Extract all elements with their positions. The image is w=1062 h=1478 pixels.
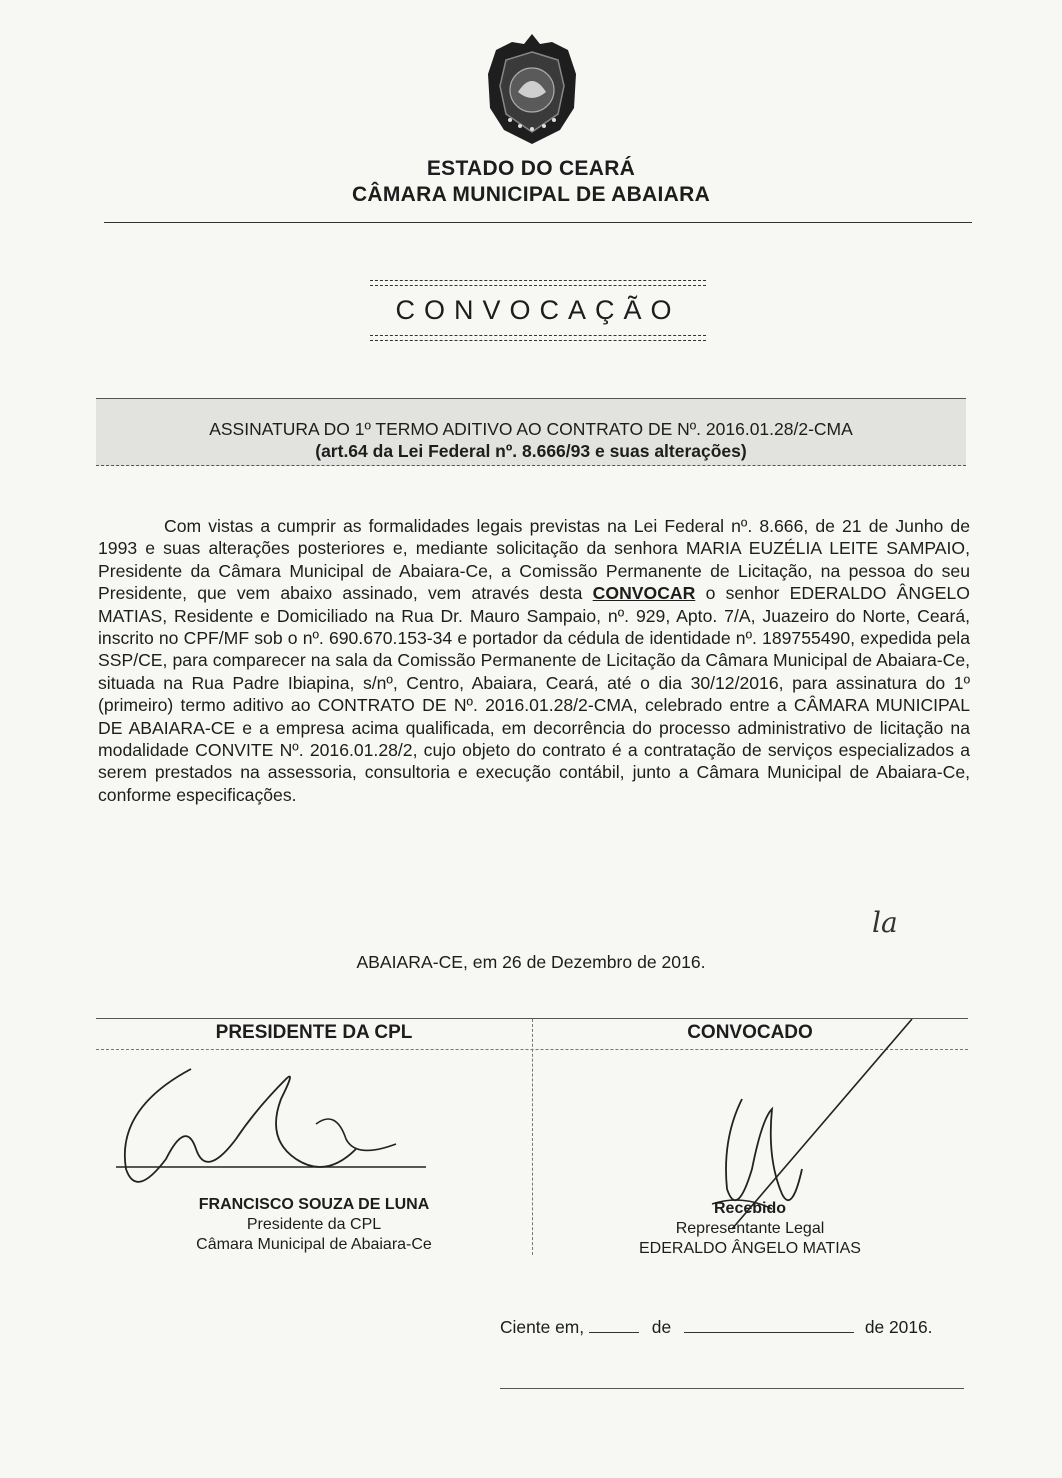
left-signer-name: FRANCISCO SOUZA DE LUNA — [198, 1196, 430, 1213]
left-signer-org: Câmara Municipal de Abaiara-Ce — [196, 1236, 432, 1253]
signature-table — [96, 1018, 968, 1255]
left-signature-heading: PRESIDENTE DA CPL — [215, 1022, 413, 1043]
date-line: ABAIARA-CE, em 26 de Dezembro de 2016. — [356, 952, 706, 972]
state-heading: ESTADO DO CEARÁ — [426, 157, 636, 180]
right-signer-name: EDERALDO ÂNGELO MATIAS — [639, 1240, 861, 1257]
subject-box — [96, 398, 966, 466]
title-top-rule — [370, 280, 706, 286]
page-title: CONVOCAÇÃO — [395, 295, 681, 325]
body-text-before: Com vistas a cumprir as formalidades legais previstas na Lei Federal nº. 8.666, de 21 de Junho de 1993 e suas alterações posteriores e, mediante solicitação da senhora MARIA EUZÉLIA LEITE SAMPAIO, Presidente da Câmara Municipal de Abaiara-Ce, a Comissão Permanente de Licitação, na pessoa do seu Presidente, que vem abaixo assinado, vem através desta — [98, 516, 970, 604]
state-crest-icon — [480, 30, 584, 148]
body-emphasis: CONVOCAR — [592, 583, 696, 604]
received-label: Recebido — [713, 1200, 786, 1217]
left-signature-icon — [96, 1049, 532, 1199]
header-rule — [104, 222, 972, 223]
subject-line-1: ASSINATURA DO 1º TERMO ADITIVO AO CONTRATO DE Nº. 2016.01.28/2-CMA — [209, 419, 853, 439]
ciente-prefix: Ciente em, — [500, 1317, 585, 1337]
left-signer-role: Presidente da CPL — [246, 1216, 382, 1233]
ciente-suffix: de 2016. — [864, 1317, 933, 1337]
left-signer-block — [96, 1195, 532, 1255]
right-signature-heading: CONVOCADO — [687, 1022, 813, 1043]
body-text-after: o senhor EDERALDO ÂNGELO MATIAS, Residente e Domiciliado na Rua Dr. Mauro Sampaio, nº. 929, Apto. 7/A, Juazeiro do Norte, Ceará, inscrito no CPF/MF sob o nº. 690.670.153-34 e portador da cédula de identidade nº. 189755490, expedida pela SSP/CE, para comparecer na sala da Comissão Permanente de Licitação da Câmara Municipal de Abaiara-Ce, situada na Rua Padre Ibiapina, s/nº, Centro, Abaiara, Ceará, até o dia 30/12/2016, para assinatura do 1º (primeiro) termo aditivo ao CONTRATO DE Nº. 2016.01.28/2-CMA, celebrado entre a CÂMARA MUNICIPAL DE ABAIARA-CE e a empresa acima qualificada, em decorrência do processo administrativo de licitação na modalidade CONVITE Nº. 2016.01.28/2, cujo objeto do contrato é a contratação de serviços especializados a serem prestados na assessoria, consultoria e execução contábil, junto a Câmara Municipal de Abaiara-Ce, conforme especificações. — [98, 583, 970, 805]
subject-line-2: (art.64 da Lei Federal nº. 8.666/93 e suas alterações) — [315, 441, 747, 461]
ciente-middle: de — [651, 1317, 672, 1337]
ciente-line — [500, 1316, 960, 1338]
ciente-month-blank — [684, 1316, 854, 1333]
bottom-rule — [500, 1388, 964, 1389]
right-signer-block — [532, 1199, 968, 1259]
body-paragraph — [98, 515, 970, 806]
title-bottom-rule — [370, 335, 706, 341]
chamber-heading: CÂMARA MUNICIPAL DE ABAIARA — [351, 183, 711, 206]
initials-mark: la — [872, 906, 898, 939]
right-signer-role: Representante Legal — [675, 1220, 825, 1237]
ciente-day-blank — [589, 1316, 639, 1333]
